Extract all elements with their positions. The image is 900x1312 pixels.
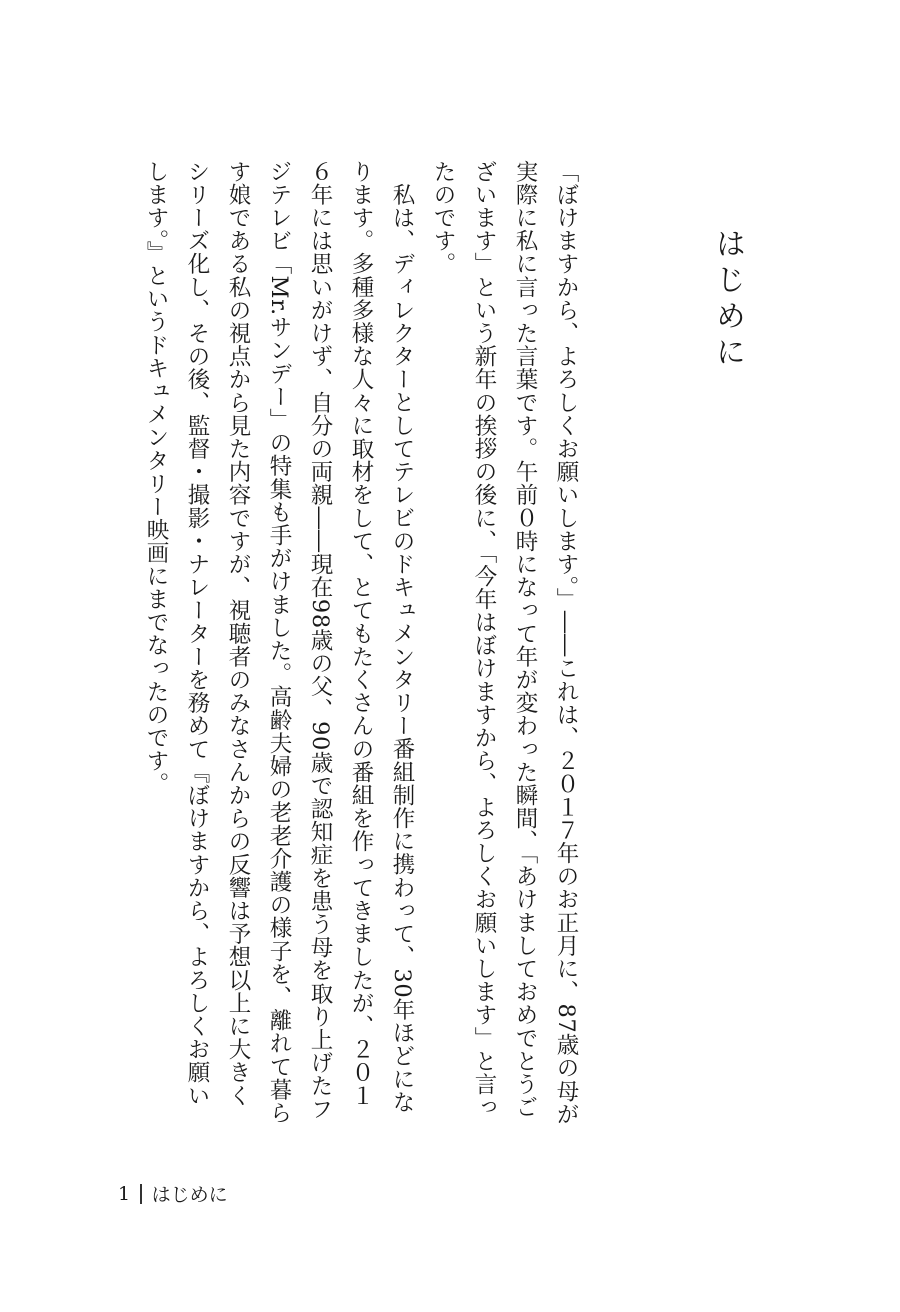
paragraph-1: 「ぼけますから、よろしくお願いします。」――これは、２０１７年のお正月に、87歳の母が実際に私に言った言葉です。午前０時になって年が変わった瞬間、「あけましておめでとうございます」という新年の挨拶の後に、「今年はぼけますから、よろしくお願いします」と言ったのです。 xyxy=(430,160,579,1126)
chapter-title: はじめに xyxy=(710,228,745,372)
paragraph-2: 私は、ディレクターとしてテレビのドキュメンタリー番組制作に携わって、30年ほどになります。多種多様な人々に取材をして、とてもたくさんの番組を作ってきましたが、２０１６年には思いがけず、自分の両親――現在98歳の父、90歳で認知症を患う母を取り上げたフジテレビ「Mr.サンデー」の特集も手がけました。高齢夫婦の老老介護の様子を、離れて暮らす娘である私の視点から見た内容ですが、視聴者のみなさんからの反響は予想以上に大きくシリーズ化し、その後、監督・撮影・ナレーターを務めて『ぼけますから、よろしくお願いします。』というドキュメンタリー映画にまでなったのです。 xyxy=(143,160,415,1125)
footer-section-label: はじめに xyxy=(151,1184,228,1206)
page-footer xyxy=(118,1180,228,1207)
body-text xyxy=(143,160,586,1130)
page-number: 1 xyxy=(118,1182,131,1205)
footer-divider xyxy=(140,1184,142,1204)
